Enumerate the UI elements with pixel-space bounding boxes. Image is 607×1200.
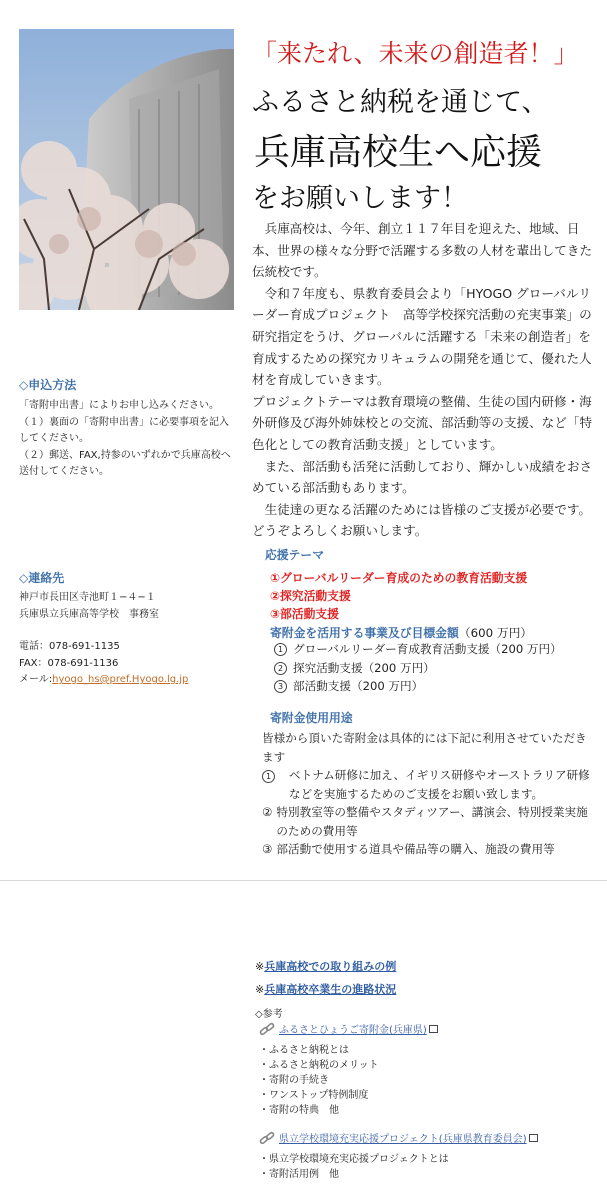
usage-item-num: ③ [262, 842, 273, 856]
intro-paragraph: また、部活動も活発に活動しており、輝かしい成績をおさめている部活動もあります。 [252, 458, 593, 496]
intro-text [252, 218, 598, 542]
intro-paragraph: プロジェクトテーマは教育環境の整備、生徒の国内研修・海外研修及び海外姉妹校との交流、部活動等の支援、など「特色化としての教育活動支援」としています。 [252, 393, 593, 452]
budget-item [274, 677, 562, 696]
project-list [259, 1152, 449, 1182]
furusato-item: ・ワンストップ特例制度 [259, 1090, 369, 1101]
furusato-item: ・ふるさと納税のメリット [259, 1060, 379, 1071]
theme-item: ①グローバルリーダー育成のための教育活動支援 [270, 571, 528, 585]
mail-link[interactable]: hyogo_hs@pref.Hyogo.lg.jp [52, 674, 189, 685]
mail-label: メール: [19, 674, 53, 685]
examples-link[interactable]: 兵庫高校での取り組みの例 [264, 960, 397, 973]
theme-heading: 応援テーマ [265, 548, 324, 562]
furusato-item: ・寄附の手続き [259, 1075, 329, 1086]
application-line: 「寄附申出書」によりお申し込みください。 [19, 400, 219, 411]
intro-paragraph: 令和７年度も、県教育委員会より「HYOGO グローバルリーダー育成プロジェクト 高等学校探究活動の充実事業」の研究指定をうけ、グローバルに活躍する「未来の創造者」を育成するための探究カリキュラムの開発を通じて、優れた人材を育成していきます。 [252, 285, 592, 388]
external-link-icon [429, 1025, 438, 1033]
intro-paragraph: 兵庫高校は、今年、創立１１７年目を迎えた、地域、日本、世界の様々な分野で活躍する多数の人材を輩出してきた伝統校です。 [252, 221, 593, 280]
examples-link-row [255, 958, 396, 974]
usage-item-num: ② [262, 805, 273, 819]
external-link-icon [529, 1134, 538, 1142]
application-instructions [19, 398, 231, 481]
project-item: ・寄附活用例 他 [259, 1169, 339, 1180]
contact-tel: 電話：078-691-1135 [19, 641, 120, 652]
usage-item [262, 766, 592, 803]
headline-catchphrase: 「来たれ、未来の創造者！」 [252, 39, 579, 68]
headline-line4: をお願いします！ [252, 183, 468, 214]
furusato-item: ・ふるさと納税とは [259, 1045, 349, 1056]
project-link-row [259, 1127, 538, 1149]
usage-item [262, 840, 592, 859]
note-mark: ※ [255, 983, 265, 996]
headline-line2: ふるさと納税を通じて、 [252, 87, 549, 118]
usage-list [262, 729, 592, 859]
budget-total: （600 万円） [458, 626, 533, 640]
application-line: （２）郵送、FAX,持参のいずれかで兵庫高校へ送付してください。 [19, 449, 231, 477]
circled-number: 1 [274, 643, 287, 656]
furusato-list [259, 1043, 379, 1118]
budget-item [274, 640, 562, 659]
budget-item [274, 659, 562, 678]
budget-heading-row [270, 624, 532, 641]
usage-intro: 皆様から頂いた寄附金は具体的には下記に利用させていただきます [262, 731, 587, 764]
theme-list [270, 569, 527, 623]
link-chain-icon [259, 1021, 275, 1040]
headline-main: 兵庫高校生へ応援 [254, 132, 543, 173]
project-item: ・県立学校環境充実応援プロジェクトとは [259, 1154, 449, 1165]
contact-mail-row [19, 672, 234, 689]
furusato-link[interactable]: ふるさとひょうご寄附金(兵庫県) [279, 1025, 427, 1036]
contact-address: 神戸市長田区寺池町１−４−１ [19, 592, 156, 603]
circled-number: 1 [262, 770, 275, 783]
budget-heading: 寄附金を活用する事業及び目標金額 [270, 626, 459, 640]
budget-item-text: 部活動支援（200 万円） [293, 679, 424, 693]
usage-item-text: 特別教室等の整備やスタディツアー、講演会、特別授業実施のための費用等 [276, 805, 588, 838]
application-line: （１）裏面の「寄附申出書」に必要事項を記入してください。 [19, 416, 229, 444]
contact-fax: FAX：078-691-1136 [19, 657, 119, 669]
usage-heading: 寄附金使用用途 [270, 711, 353, 725]
usage-item-text: 部活動で使用する道具や備品等の購入、施設の費用等 [276, 842, 555, 856]
careers-link[interactable]: 兵庫高校卒業生の進路状況 [264, 983, 397, 996]
project-link[interactable]: 県立学校環境充実応援プロジェクト(兵庫県教育委員会) [279, 1134, 527, 1145]
furusato-link-row [259, 1018, 438, 1040]
budget-item-text: グローバルリーダー育成教育活動支援（200 万円） [293, 642, 562, 656]
circled-number: 3 [274, 680, 287, 693]
circled-number: 2 [274, 662, 287, 675]
furusato-item: ・寄附の特典 他 [259, 1105, 339, 1116]
theme-item: ③部活動支援 [270, 607, 339, 621]
theme-item: ②探究活動支援 [270, 589, 351, 603]
application-heading: ◇申込方法 [19, 378, 77, 392]
school-building-photo [19, 29, 234, 310]
budget-list [274, 640, 562, 696]
section-divider [0, 880, 607, 881]
contact-info [19, 590, 234, 689]
usage-item [262, 803, 592, 840]
careers-link-row [255, 981, 396, 997]
budget-item-text: 探究活動支援（200 万円） [293, 660, 435, 675]
reference-heading: ◇参考 [255, 1009, 283, 1020]
contact-heading: ◇連絡先 [19, 571, 65, 585]
usage-item-text: ベトナム研修に加え、イギリス研修やオーストラリア研修などを実施するためのご支援をお願い致します。 [289, 768, 590, 801]
link-chain-icon [259, 1130, 275, 1149]
contact-office: 兵庫県立兵庫高等学校 事務室 [19, 608, 159, 620]
note-mark: ※ [255, 960, 265, 973]
intro-paragraph: 生徒達の更なる活躍のためには皆様のご支援が必要です。どうぞよろしくお願いします。 [252, 501, 592, 539]
